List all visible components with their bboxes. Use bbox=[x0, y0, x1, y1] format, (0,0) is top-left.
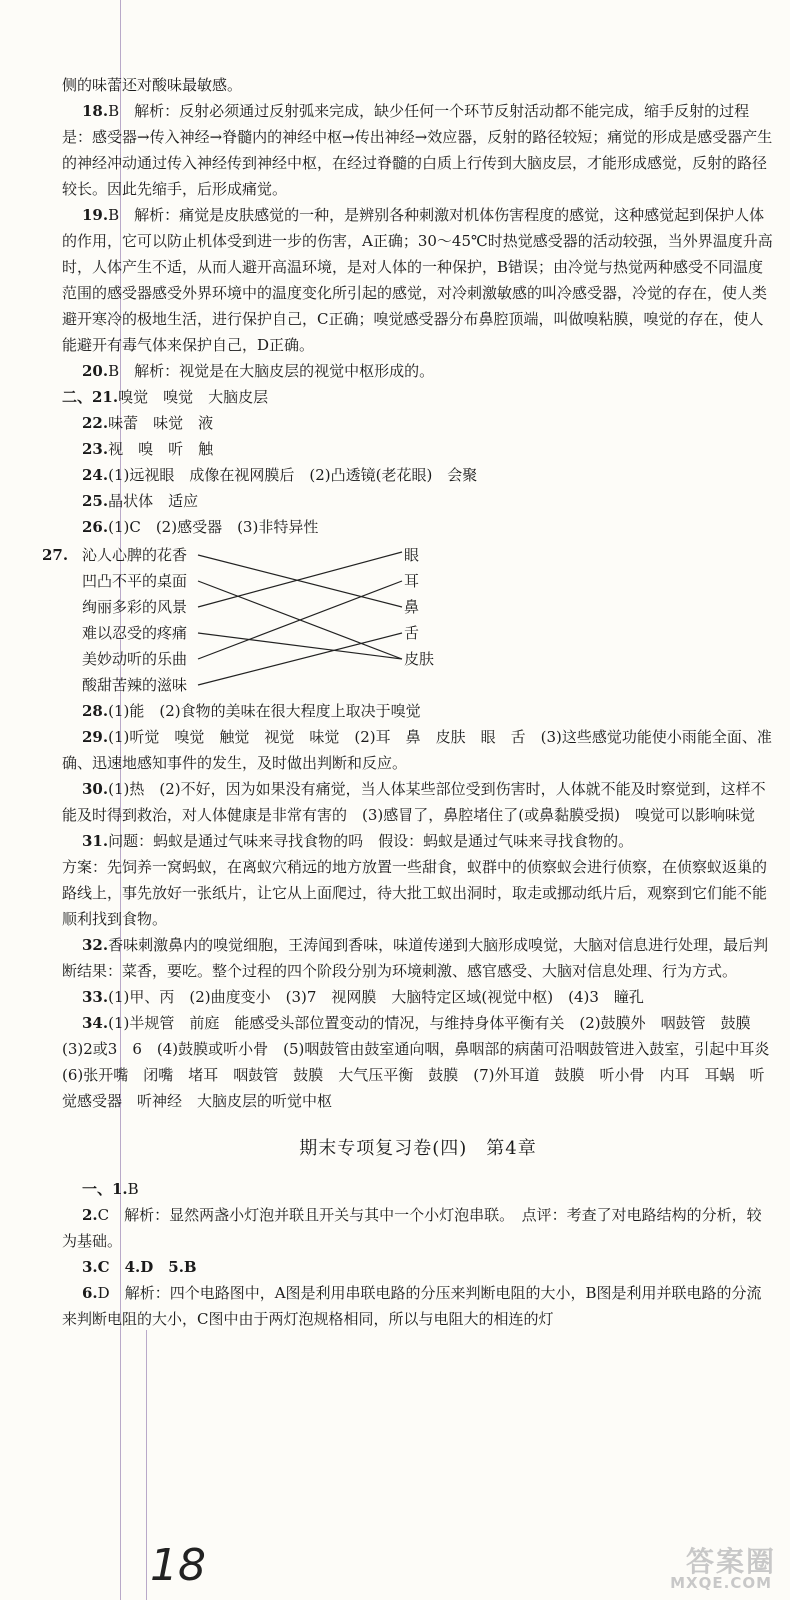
q28-text: (1)能 (2)食物的美味在很大程度上取决于嗅觉 bbox=[108, 702, 421, 720]
match-left-5: 美妙动听的乐曲 bbox=[82, 650, 188, 668]
q23-number: 23. bbox=[82, 440, 109, 458]
s1-number: 一、1. bbox=[82, 1180, 128, 1198]
answer-30 bbox=[62, 776, 774, 828]
answer-page bbox=[42, 72, 785, 1332]
margin-line-lower bbox=[146, 1330, 147, 1600]
answer-31 bbox=[62, 828, 774, 854]
answer-s6 bbox=[62, 1280, 774, 1332]
match-right-nose: 鼻 bbox=[404, 598, 420, 616]
q34-text: (1)半规管 前庭 能感受头部位置变动的情况，与维持身体平衡有关 (2)鼓膜外 咽鼓管 鼓膜 (3)2或3 6 (4)鼓膜或听小骨 (5)咽鼓管由鼓室通向咽，鼻咽部的病菌可沿咽鼓管进入鼓室，引起中耳炎 (6)张开嘴 闭嘴 堵耳 咽鼓管 鼓膜 大气压平衡 鼓膜 (7)外耳道 鼓膜 听小骨 内耳 耳蜗 听觉感受器 听神经 大脑皮层的听觉中枢 bbox=[62, 1014, 785, 1110]
line-continuation: 侧的味蕾还对酸味最敏感。 bbox=[62, 76, 243, 94]
answer-19 bbox=[62, 202, 774, 358]
q30-text: (1)热 (2)不好，因为如果没有痛觉，当人体某些部位受到伤害时，人体就不能及时察觉到，这样不能及时得到救治，对人体健康是非常有害的 (3)感冒了，鼻腔堵住了(或鼻黏膜受损) 嗅觉可以影响味觉 bbox=[62, 780, 766, 824]
answer-31-plan: 方案：先饲养一窝蚂蚁，在离蚁穴稍远的地方放置一些甜食，蚁群中的侦察蚁会进行侦察，在侦察蚁返巢的路线上，事先放好一张纸片，让它从上面爬过，待大批工蚁出洞时，取走或挪动纸片后，观察到它们能不能顺利找到食物。 bbox=[62, 858, 768, 928]
match-right-tongue: 舌 bbox=[404, 624, 420, 642]
s2-number: 2. bbox=[82, 1206, 98, 1224]
q25-text: 晶状体 适应 bbox=[108, 492, 199, 510]
q18-number: 18. bbox=[82, 102, 109, 120]
section-title: 期末专项复习卷(四) 第4章 bbox=[299, 1138, 537, 1159]
s2-text: C 解析：显然两盏小灯泡并联且开关与其中一个小灯泡串联。 点评：考查了对电路结构的分析，较为基础。 bbox=[62, 1206, 762, 1250]
q32-number: 32. bbox=[82, 936, 109, 954]
q34-number: 34. bbox=[82, 1014, 109, 1032]
answer-29 bbox=[62, 724, 774, 776]
match-right-eye: 眼 bbox=[404, 546, 420, 564]
page-number: 18 bbox=[150, 1540, 206, 1591]
q19-text: B 解析：痛觉是皮肤感觉的一种，是辨别各种刺激对机体伤害程度的感觉，这种感觉起到保护人体的作用，它可以防止机体受到进一步的伤害，A正确；30～45℃时热觉感受器的活动较强，当外界温度升高时，人体产生不适，从而人避开高温环境，是对人体的一种保护，B错误；由冷觉与热觉两种感受不同温度范围的感受器感受外界环境中的温度变化所引起的感觉，对冷刺激敏感的叫冷感受器，冷觉的存在，使人类避开寒冷的极地生活，进行保护自己，C正确；嗅觉感受器分布鼻腔顶端，叫做嗅粘膜，嗅觉的存在，使人能避开有毒气体来保护自己，D正确。 bbox=[62, 206, 773, 354]
match-left-2: 凹凸不平的桌面 bbox=[82, 572, 188, 590]
answer-24 bbox=[62, 462, 774, 488]
q21-text: 嗅觉 嗅觉 大脑皮层 bbox=[118, 388, 269, 406]
s6-number: 6. bbox=[82, 1284, 98, 1302]
answer-23 bbox=[62, 436, 774, 462]
q24-text: (1)远视眼 成像在视网膜后 (2)凸透镜(老花眼) 会聚 bbox=[108, 466, 478, 484]
q31-text: 问题：蚂蚁是通过气味来寻找食物的吗 假设：蚂蚁是通过气味来寻找食物的。 bbox=[108, 832, 634, 850]
q18-text: B 解析：反射必须通过反射弧来完成，缺少任何一个环节反射活动都不能完成，缩手反射的过程是：感受器→传入神经→脊髓内的神经中枢→传出神经→效应器，反射的路径较短；痛觉的形成是感受器产生的神经冲动通过传入神经传到神经中枢，在经过脊髓的白质上行传到大脑皮层，才能形成感觉，反射的路径较长。因此先缩手，后形成痛觉。 bbox=[62, 102, 773, 198]
q33-number: 33. bbox=[82, 988, 109, 1006]
q29-text: (1)听觉 嗅觉 触觉 视觉 味觉 (2)耳 鼻 皮肤 眼 舌 (3)这些感觉功能使小雨能全面、准确、迅速地感知事件的发生，及时做出判断和反应。 bbox=[62, 728, 772, 772]
q27-number: 27. bbox=[42, 546, 69, 564]
q23-text: 视 嗅 听 触 bbox=[108, 440, 214, 458]
q33-text: (1)甲、丙 (2)曲度变小 (3)7 视网膜 大脑特定区域(视觉中枢) (4)3 瞳孔 bbox=[108, 988, 644, 1006]
answer-33 bbox=[62, 984, 774, 1010]
q32-text: 香味刺激鼻内的嗅觉细胞，王涛闻到香味，味道传递到大脑形成嗅觉，大脑对信息进行处理，最后判断结果：菜香，要吃。整个过程的四个阶段分别为环境刺激、感官感受、大脑对信息处理、行为方式。 bbox=[62, 936, 769, 980]
q30-number: 30. bbox=[82, 780, 109, 798]
answer-26 bbox=[62, 514, 774, 540]
answer-25 bbox=[62, 488, 774, 514]
match-left-3: 绚丽多彩的风景 bbox=[82, 598, 188, 616]
answer-22 bbox=[62, 410, 774, 436]
q28-number: 28. bbox=[82, 702, 109, 720]
q24-number: 24. bbox=[82, 466, 109, 484]
q22-text: 味蕾 味觉 液 bbox=[108, 414, 214, 432]
match-left-1: 沁人心脾的花香 bbox=[82, 546, 188, 564]
match-line-taste-tongue bbox=[198, 633, 402, 685]
answer-s3-5: 3.C 4.D 5.B bbox=[82, 1258, 197, 1276]
watermark-top-text: 答案圈 bbox=[685, 1545, 776, 1578]
s6-text: D 解析：四个电路图中，A图是利用串联电路的分压来判断电阻的大小，B图是利用并联电路的分流来判断电阻的大小，C图中由于两灯泡规格相同，所以与电阻大的相连的灯 bbox=[62, 1284, 762, 1328]
q20-text: B 解析：视觉是在大脑皮层的视觉中枢形成的。 bbox=[108, 362, 435, 380]
q19-number: 19. bbox=[82, 206, 109, 224]
answer-34 bbox=[62, 1010, 785, 1114]
match-right-skin: 皮肤 bbox=[404, 650, 435, 668]
match-left-4: 难以忍受的疼痛 bbox=[82, 624, 188, 642]
q31-number: 31. bbox=[82, 832, 109, 850]
match-left-6: 酸甜苦辣的滋味 bbox=[82, 676, 188, 694]
answer-s2 bbox=[62, 1202, 774, 1254]
q29-number: 29. bbox=[82, 728, 109, 746]
watermark-bottom-text: MXQE.COM bbox=[670, 1574, 772, 1592]
answer-s1 bbox=[62, 1176, 774, 1202]
answer-21 bbox=[62, 384, 774, 410]
match-right-ear: 耳 bbox=[404, 572, 420, 590]
q20-number: 20. bbox=[82, 362, 109, 380]
answer-32 bbox=[62, 932, 774, 984]
answer-20 bbox=[62, 358, 774, 384]
q26-number: 26. bbox=[82, 518, 109, 536]
q25-number: 25. bbox=[82, 492, 109, 510]
q21-number: 二、21. bbox=[62, 388, 119, 406]
q22-number: 22. bbox=[82, 414, 109, 432]
matching-lines bbox=[62, 542, 422, 698]
matching-diagram-27 bbox=[42, 542, 774, 698]
q26-text: (1)C (2)感受器 (3)非特异性 bbox=[108, 518, 319, 536]
answer-28 bbox=[62, 698, 774, 724]
match-line-pain-skin bbox=[198, 633, 402, 659]
answer-18 bbox=[62, 98, 774, 202]
watermark-logo bbox=[656, 1540, 776, 1594]
s1-text: B bbox=[127, 1180, 139, 1198]
